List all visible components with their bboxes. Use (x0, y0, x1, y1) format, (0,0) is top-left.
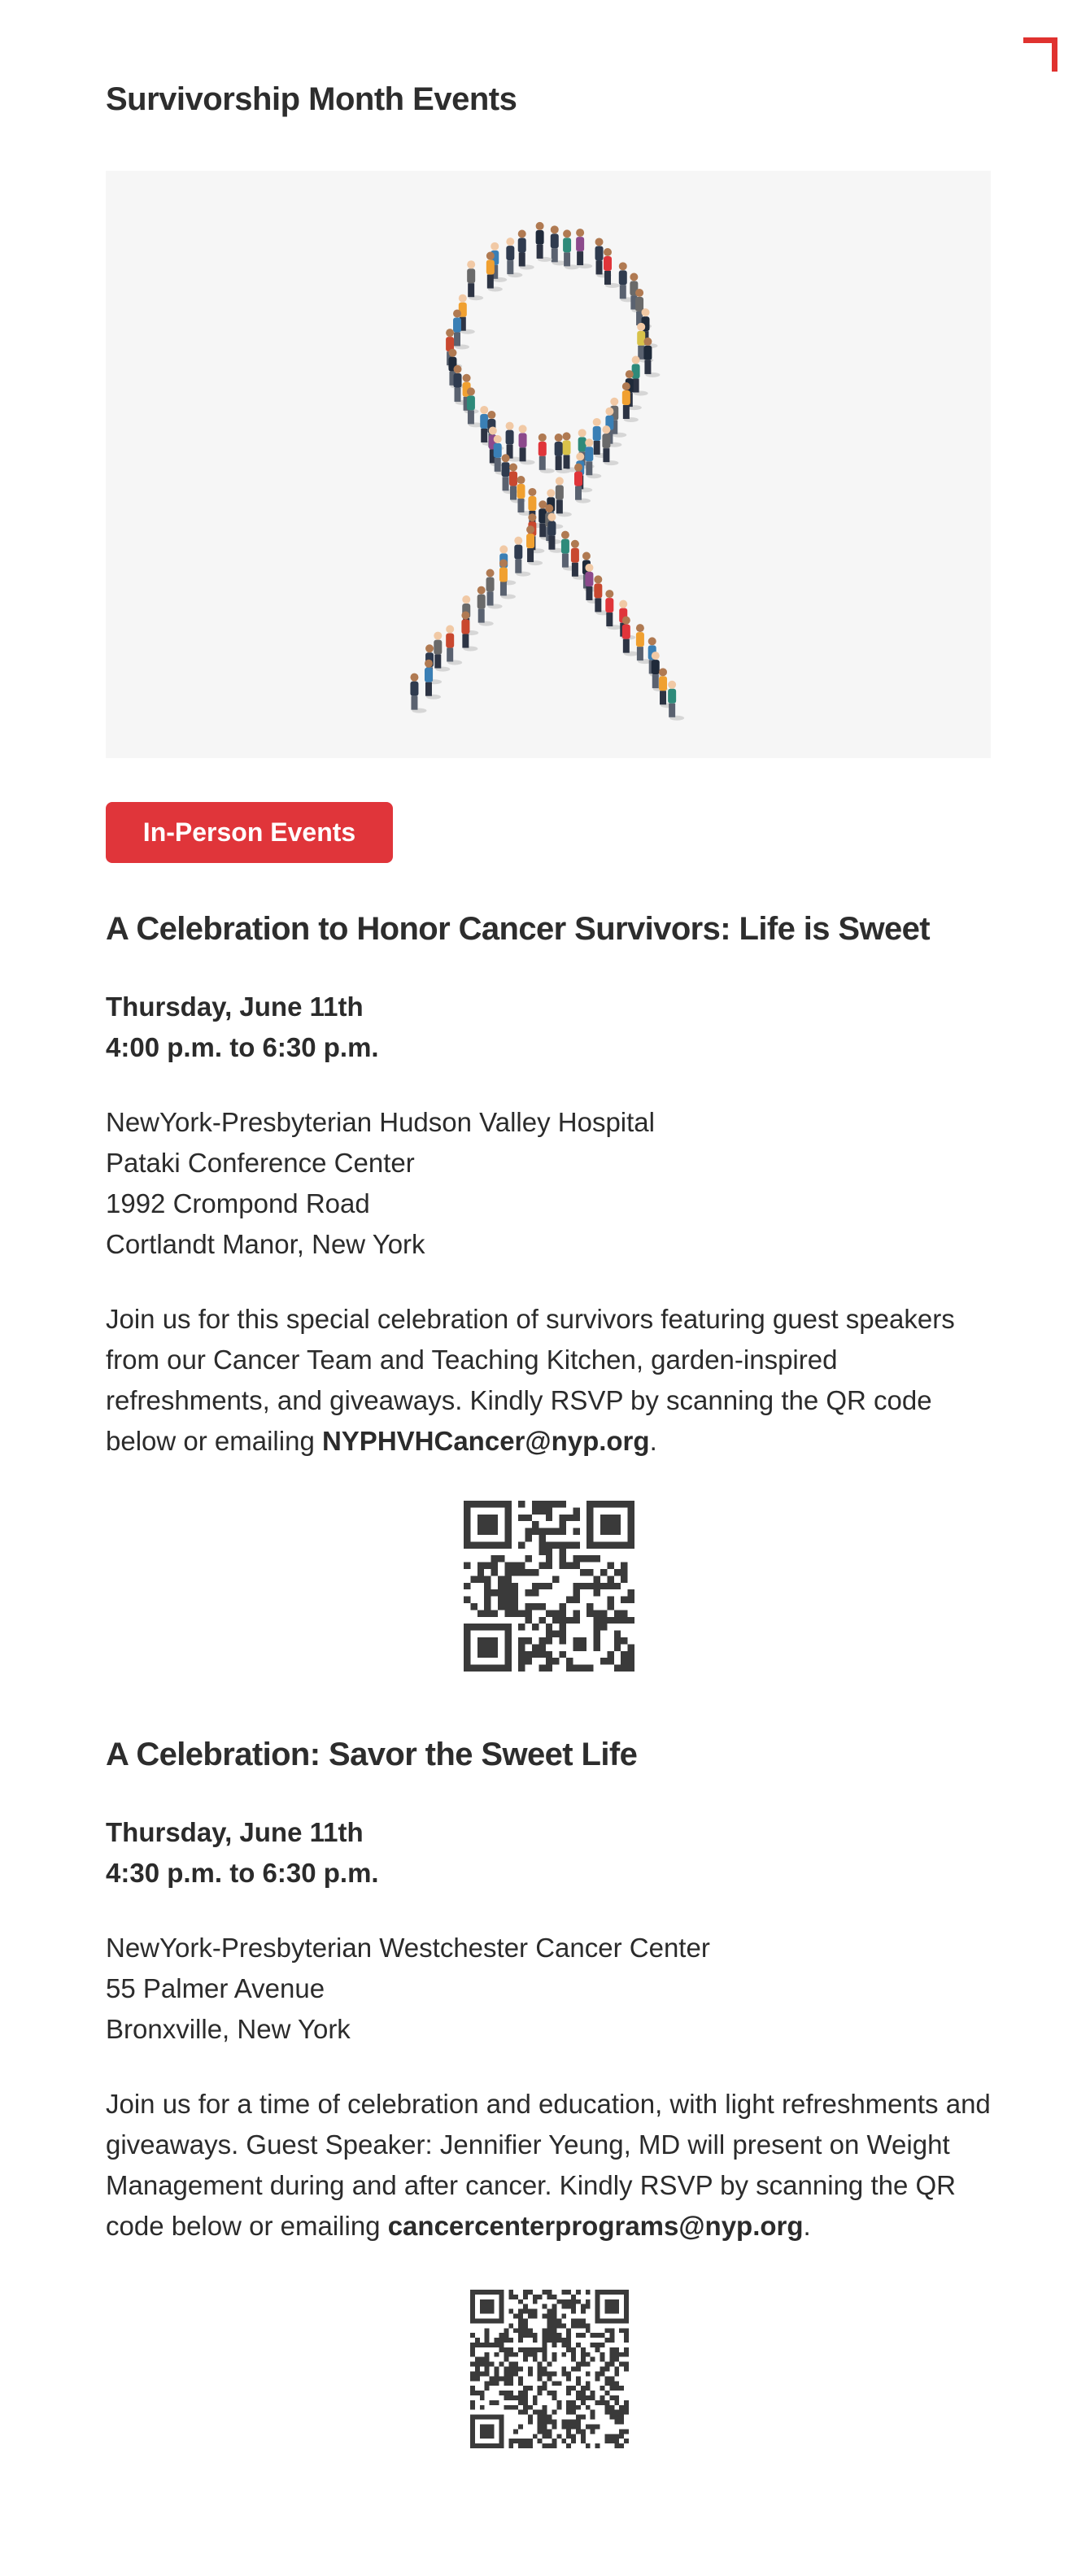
event-1 (106, 911, 992, 1489)
event-description (106, 2084, 992, 2247)
ribbon-crowd-illustration (106, 171, 991, 758)
event-date: Thursday, June 11th (106, 1817, 364, 1847)
location-line: 1992 Crompond Road (106, 1188, 370, 1218)
in-person-events-badge: In-Person Events (106, 802, 393, 863)
qr-code-icon (464, 1501, 634, 1672)
hero-image (106, 171, 991, 758)
rsvp-email-link[interactable]: cancercenterprograms@nyp.org (387, 2211, 804, 2241)
location-line: 55 Palmer Avenue (106, 1973, 325, 2003)
location-line: Pataki Conference Center (106, 1148, 415, 1178)
event-title: A Celebration: Savor the Sweet Life (106, 1737, 638, 1772)
qr-code-1[interactable] (464, 1501, 634, 1672)
location-line: Cortlandt Manor, New York (106, 1229, 425, 1259)
event-title: A Celebration to Honor Cancer Survivors: Life is Sweet (106, 911, 931, 947)
description-suffix: . (649, 1426, 657, 1456)
event-location (106, 1928, 992, 2050)
page-title: Survivorship Month Events (106, 81, 517, 117)
description-suffix: . (803, 2211, 811, 2241)
event-time: 4:00 p.m. to 6:30 p.m. (106, 1032, 379, 1062)
event-description (106, 1299, 992, 1462)
event-datetime (106, 987, 992, 1068)
location-line: NewYork-Presbyterian Hudson Valley Hospital (106, 1107, 655, 1137)
event-time: 4:30 p.m. to 6:30 p.m. (106, 1858, 379, 1888)
description-text: Join us for this special celebration of survivors featuring guest speakers from our Cancer Team and Teaching Kitchen, garden-inspired refreshments, and giveaways. Kindly RSVP by scanning the QR code below or emailing (106, 1304, 955, 1456)
event-date: Thursday, June 11th (106, 992, 364, 1022)
qr-code-2[interactable] (470, 2290, 629, 2448)
description-text: Join us for a time of celebration and education, with light refreshments and giveaways. Guest Speaker: Jennifier Yeung, MD will present on Weight Management during and after cancer. Kindly RSVP by scanning the QR code below or emailing (106, 2089, 991, 2241)
location-line: NewYork-Presbyterian Westchester Cancer Center (106, 1933, 710, 1963)
corner-mark (1023, 37, 1057, 72)
event-datetime (106, 1812, 992, 1894)
qr-code-icon (470, 2290, 629, 2448)
rsvp-email-link[interactable]: NYPHVHCancer@nyp.org (321, 1426, 650, 1456)
location-line: Bronxville, New York (106, 2014, 351, 2044)
event-location (106, 1102, 992, 1265)
event-2 (106, 1737, 992, 2273)
